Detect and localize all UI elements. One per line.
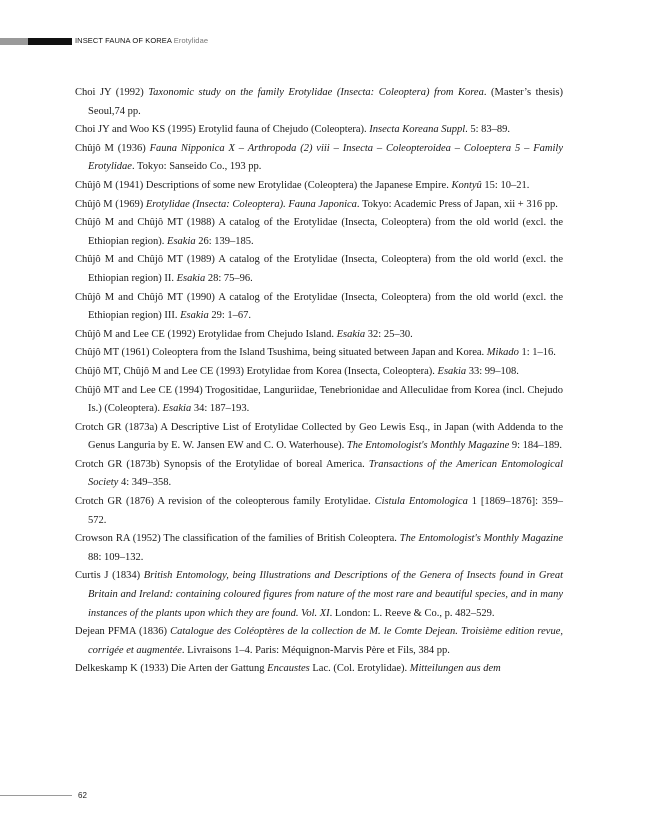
reference-item: Crowson RA (1952) The classification of the families of British Coleoptera. The Entomologist's Monthly Magazine 88: 109–132. [75, 533, 563, 563]
reference-item: Choi JY (1992) Taxonomic study on the family Erotylidae (Insecta: Coleoptera) from Korea. (Master’s thesis) Seoul,74 pp. [75, 87, 563, 117]
page-footer [0, 789, 652, 803]
running-header [0, 35, 652, 46]
reference-item: Crotch GR (1876) A revision of the coleopterous family Erotylidae. Cistula Entomologica 1 [1869–1876]: 359–572. [75, 496, 564, 526]
header-gray-bar [0, 38, 28, 45]
footer-rule [0, 795, 72, 796]
header-black-bar [28, 38, 72, 45]
reference-item: Dejean PFMA (1836) Catalogue des Coléoptères de la collection de M. le Comte Dejean. Troisième edition revue, corrigée et augmentée. Livraisons 1–4. Paris: Méquignon-Marvis Père et Fils, 384 pp. [75, 626, 563, 656]
reference-item: Chûjô M (1936) Fauna Nipponica X – Arthropoda (2) viii – Insecta – Coleopteroidea – Coloeptera 5 – Family Erotylidae. Tokyo: Sanseido Co., 193 pp. [75, 142, 563, 173]
reference-item: Chûjô MT (1961) Coleoptera from the Island Tsushima, being situated between Japan and Korea. Mikado 1: 1–16. [75, 347, 556, 359]
running-title-main: INSECT FAUNA OF KOREA [75, 36, 172, 45]
reference-item: Chûjô M and Chûjô MT (1988) A catalog of the Erotylidae (Insecta, Coleoptera) from the old world (excl. the Ethiopian region). Esakia 26: 139–185. [75, 217, 563, 247]
reference-item: Chûjô M and Chûjô MT (1989) A catalog of the Erotylidae (Insecta, Coleoptera) from the old world (excl. the Ethiopian region) II. Esakia 28: 75–96. [75, 254, 563, 284]
reference-list [75, 84, 563, 679]
page-number: 62 [78, 791, 87, 800]
reference-item: Chûjô M (1969) Erotylidae (Insecta: Coleoptera). Fauna Japonica. Tokyo: Academic Press of Japan, xii + 316 pp. [75, 198, 558, 210]
reference-item: Delkeskamp K (1933) Die Arten der Gattung Encaustes Lac. (Col. Erotylidae). Mitteilungen aus dem [75, 663, 501, 675]
reference-item: Chûjô M and Chûjô MT (1990) A catalog of the Erotylidae (Insecta, Coleoptera) from the old world (excl. the Ethiopian region) III. Esakia 29: 1–67. [75, 291, 563, 322]
reference-item: Chûjô M and Lee CE (1992) Erotylidae from Chejudo Island. Esakia 32: 25–30. [75, 328, 413, 340]
reference-item: Chûjô M (1941) Descriptions of some new Erotylidae (Coleoptera) the Japanese Empire. Kontyû 15: 10–21. [75, 179, 530, 191]
running-title-sub: Erotylidae [173, 36, 209, 45]
reference-item: Chûjô MT, Chûjô M and Lee CE (1993) Erotylidae from Korea (Insecta, Coleoptera). Esakia 33: 99–108. [75, 365, 519, 377]
reference-item: Crotch GR (1873a) A Descriptive List of Erotylidae Collected by Geo Lewis Esq., in Japan (with Addenda to the Genus Languria by E. W. Jansen EW and C. O. Waterhouse). The Entomologist's Monthly Magazine 9: 184–189. [75, 421, 563, 452]
running-title [75, 35, 208, 47]
reference-item: Choi JY and Woo KS (1995) Erotylid fauna of Chejudo (Coleoptera). Insecta Koreana Suppl. 5: 83–89. [75, 124, 511, 136]
reference-item: Chûjô MT and Lee CE (1994) Trogositidae, Languriidae, Tenebrionidae and Alleculidae from Korea (incl. Chejudo Is.) (Coleoptera). Esakia 34: 187–193. [75, 384, 563, 415]
reference-item: Crotch GR (1873b) Synopsis of the Erotylidae of boreal America. Transactions of the American Entomological Society 4: 349–358. [75, 458, 563, 489]
reference-item: Curtis J (1834) British Entomology, being Illustrations and Descriptions of the Genera of Insects found in Great Britain and Ireland: containing coloured figures from nature of the most rare and beautiful species, and in many instances of the plants upon which they are found. Vol. XI. London: L. Reeve & Co., p. 482–529. [75, 570, 563, 619]
